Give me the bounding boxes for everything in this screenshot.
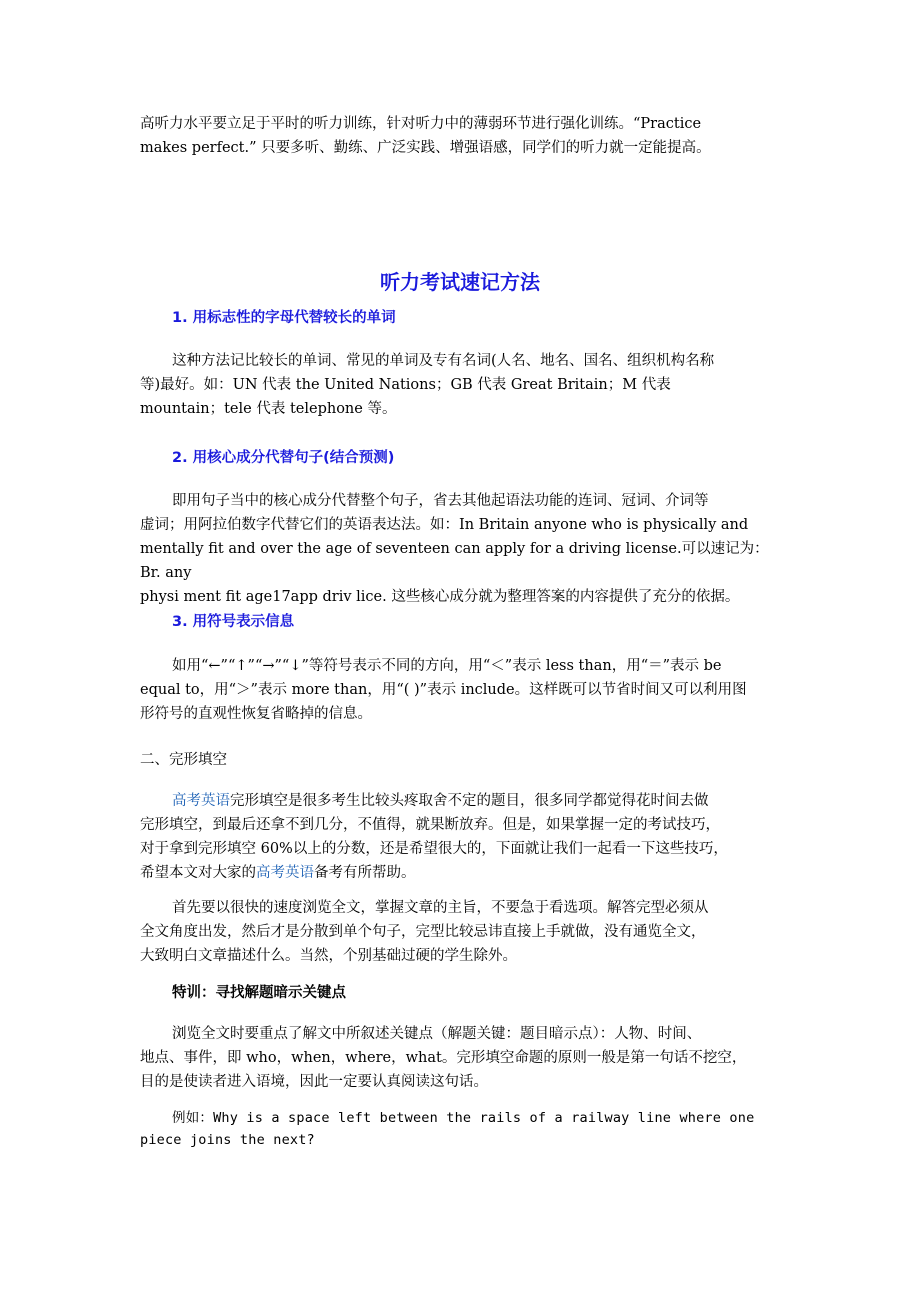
section-3-line-2: equal to，用“＞”表示 more than，用“( )”表示 include。这样既可以节省时间又可以利用图 (140, 682, 747, 698)
section-1-paragraph (140, 349, 780, 421)
section-3-heading: 3. 用符号表示信息 (172, 614, 295, 630)
section-1-line-2: 等)最好。如：UN 代表 the United Nations；GB 代表 Great Britain；M 代表 (140, 377, 671, 393)
cloze-intro-paragraph (140, 789, 780, 885)
gaokao-english-link-1[interactable]: 高考英语 (172, 793, 230, 809)
cloze-method-line-2: 全文角度出发，然后才是分散到单个句子，完型比较忌讳直接上手就做，没有通览全文， (140, 924, 706, 940)
section-2-line-3: mentally fit and over the age of seventeen can apply for a driving license.可以速记为：Br. any (140, 541, 769, 581)
key-points-line-3: 目的是使读者进入语境，因此一定要认真阅读这句话。 (140, 1074, 488, 1090)
cloze-intro-line-1: 完形填空是很多考生比较头疼取舍不定的题目，很多同学都觉得花时间去做 (230, 793, 709, 809)
part-2-heading: 二、完形填空 (140, 752, 227, 768)
section-2-heading: 2. 用核心成分代替句子(结合预测) (172, 450, 395, 466)
section-2-line-1: 即用句子当中的核心成分代替整个句子，省去其他起语法功能的连词、冠词、介词等 (172, 493, 709, 509)
example-line-1: 例如：Why is a space left between the rails of a railway line where one (172, 1110, 755, 1126)
intro-line-2: makes perfect.” 只要多听、勤练、广泛实践、增强语感，同学们的听力就一定能提高。 (140, 140, 711, 156)
section-1-line-1: 这种方法记比较长的单词、常见的单词及专有名词(人名、地名、国名、组织机构名称 (172, 353, 715, 369)
intro-line-1: 高听力水平要立足于平时的听力训练，针对听力中的薄弱环节进行强化训练。“Practice (140, 116, 702, 132)
key-points-line-2: 地点、事件，即 who，when，where，what。完形填空命题的原则一般是第一句话不挖空， (140, 1050, 747, 1066)
section-2-paragraph (140, 489, 780, 609)
example-line-2: piece joins the next? (140, 1132, 315, 1148)
section-1-line-3: mountain；tele 代表 telephone 等。 (140, 401, 397, 417)
section-3-line-1: 如用“←”“↑”“→”“↓”等符号表示不同的方向，用“＜”表示 less than，用“＝”表示 be (172, 658, 722, 674)
section-3-paragraph (140, 654, 780, 726)
cloze-intro-line-4-pre: 希望本文对大家的 (140, 865, 256, 881)
cloze-method-line-3: 大致明白文章描述什么。当然，个别基础过硬的学生除外。 (140, 948, 517, 964)
cloze-method-paragraph (140, 896, 780, 968)
cloze-intro-line-3: 对于拿到完形填空 60%以上的分数，还是希望很大的，下面就让我们一起看一下这些技巧， (140, 841, 728, 857)
section-3-line-3: 形符号的直观性恢复省略掉的信息。 (140, 706, 372, 722)
section-2-line-2: 虚词；用阿拉伯数字代替它们的英语表达法。如：In Britain anyone who is physically and (140, 517, 749, 533)
training-heading: 特训：寻找解题暗示关键点 (172, 985, 346, 1001)
intro-paragraph (140, 112, 780, 160)
example-paragraph (140, 1107, 780, 1151)
gaokao-english-link-2[interactable]: 高考英语 (256, 865, 314, 881)
page-title: 听力考试速记方法 (380, 270, 540, 294)
key-points-paragraph (140, 1022, 780, 1094)
cloze-method-line-1: 首先要以很快的速度浏览全文，掌握文章的主旨，不要急于看选项。解答完型必须从 (172, 900, 709, 916)
section-2-line-4: physi ment fit age17app driv lice. 这些核心成分就为整理答案的内容提供了充分的依据。 (140, 589, 740, 605)
section-1-heading: 1. 用标志性的字母代替较长的单词 (172, 310, 396, 326)
cloze-intro-line-2: 完形填空，到最后还拿不到几分，不值得，就果断放弃。但是，如果掌握一定的考试技巧， (140, 817, 720, 833)
cloze-intro-line-4-post: 备考有所帮助。 (314, 865, 416, 881)
key-points-line-1: 浏览全文时要重点了解文中所叙述关键点（解题关键：题目暗示点）：人物、时间、 (172, 1026, 702, 1042)
